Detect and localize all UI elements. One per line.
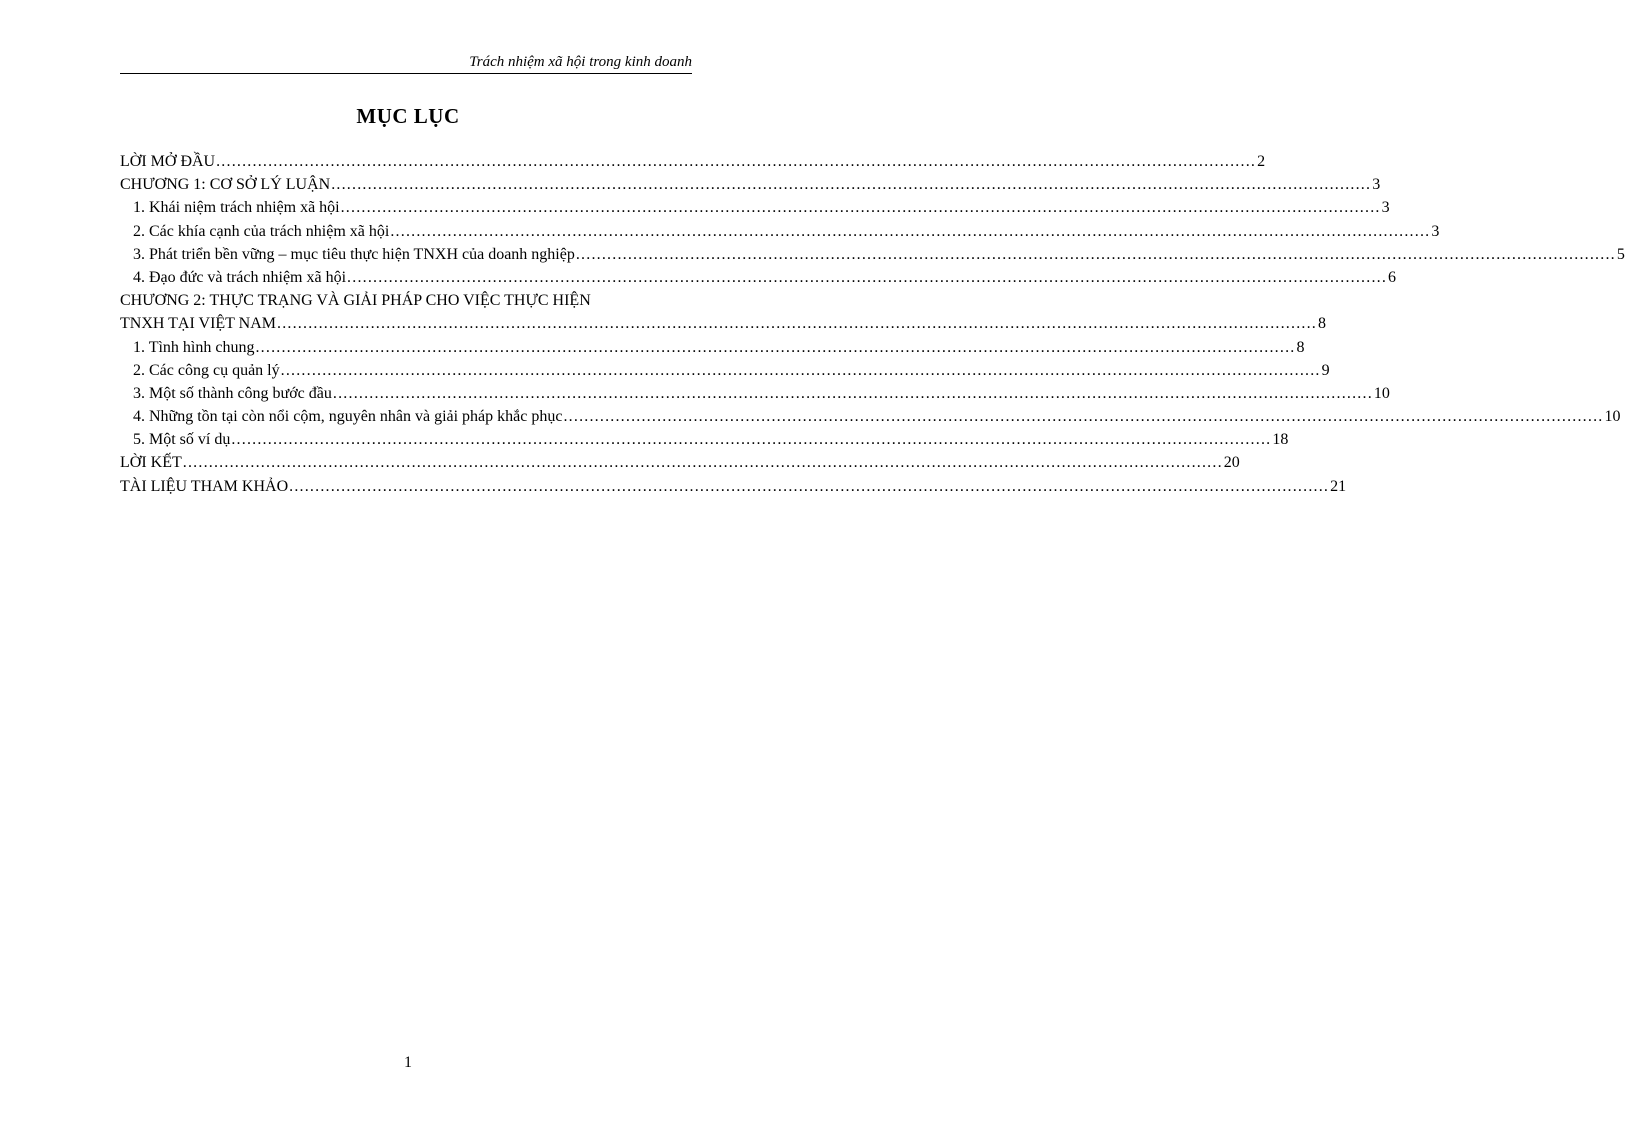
toc-entry-label: CHƯƠNG 2: THỰC TRẠNG VÀ GIẢI PHÁP CHO VIỆC THỰC HIỆN: [120, 292, 591, 310]
toc-entry-label: CHƯƠNG 1: CƠ SỞ LÝ LUẬN: [120, 176, 331, 194]
toc-leader: ........................................................................................................................................................................................................: [255, 338, 1296, 356]
toc-leader: ........................................................................................................................................................................................................: [216, 153, 1257, 170]
toc-entry-intro[interactable]: [120, 150, 1266, 173]
toc-entry-page: 10: [1604, 408, 1621, 426]
toc-entry-label: TÀI LIỆU THAM KHẢO: [120, 477, 289, 495]
toc-entry-2-1[interactable]: [120, 336, 1305, 359]
toc-entry-page: 3: [1431, 222, 1440, 240]
toc-leader: ........................................................................................................................................................................................................: [340, 199, 1381, 217]
toc-entry-label: LỜI KẾT: [120, 454, 182, 472]
toc-entry-label: 3. Phát triển bền vững – mục tiêu thực hiện TNXH của doanh nghiệp: [133, 245, 575, 263]
toc-entry-page: 3: [1381, 199, 1390, 217]
toc-entry-2-2[interactable]: [120, 359, 1330, 382]
toc-leader: ........................................................................................................................................................................................................: [182, 454, 1223, 472]
toc-leader: ........................................................................................................................................................................................................: [390, 222, 1431, 240]
toc-title: MỤC LỤC: [356, 104, 460, 128]
running-header-title: Trách nhiệm xã hội trong kinh doanh: [469, 54, 692, 70]
toc-entry-1-3[interactable]: [120, 243, 1625, 266]
toc-entry-label: 4. Những tồn tại còn nổi cộm, nguyên nhân và giải pháp khắc phục: [133, 408, 563, 426]
toc-leader: ........................................................................................................................................................................................................: [289, 477, 1330, 495]
toc-entry-label: 1. Tình hình chung: [133, 338, 255, 356]
toc-leader: ........................................................................................................................................................................................................: [231, 431, 1272, 449]
toc-entry-page: 3: [1372, 176, 1381, 194]
toc-entry-label: 3. Một số thành công bước đầu: [133, 384, 332, 402]
toc-entry-label-continued: TNXH TẠI VIỆT NAM: [120, 315, 276, 333]
toc-leader: ........................................................................................................................................................................................................: [332, 384, 1373, 402]
toc-entry-label: 1. Khái niệm trách nhiệm xã hội: [133, 199, 340, 217]
toc-leader: ........................................................................................................................................................................................................: [277, 315, 1317, 333]
toc-entry-page: 21: [1330, 477, 1347, 495]
toc-entry-conclusion[interactable]: [120, 451, 1240, 474]
toc-entry-page: 10: [1373, 384, 1390, 402]
toc-entry-label: 2. Các công cụ quản lý: [133, 361, 280, 379]
toc-entry-page: 8: [1318, 315, 1326, 333]
toc-entry-page: 18: [1272, 431, 1289, 449]
toc-entry-page: 2: [1257, 153, 1266, 170]
toc-entry-label: LỜI MỞ ĐẦU: [120, 153, 216, 170]
toc-entry-page: 5: [1616, 245, 1625, 263]
toc-entry-chapter-1[interactable]: [120, 173, 1381, 196]
toc-entry-2-3[interactable]: [120, 382, 1390, 405]
toc-entry-2-4[interactable]: [120, 405, 1621, 428]
toc-entry-references[interactable]: [120, 475, 1347, 498]
toc-entry-page: 6: [1388, 268, 1397, 286]
toc-entry-page: 8: [1296, 338, 1305, 356]
toc-entry-page: 20: [1223, 454, 1240, 472]
toc-entry-label: 4. Đạo đức và trách nhiệm xã hội: [133, 268, 347, 286]
toc-entry-chapter-2-line-1[interactable]: [120, 289, 706, 312]
toc-entry-page: 9: [1321, 361, 1330, 379]
toc-entry-label: 2. Các khía cạnh của trách nhiệm xã hội: [133, 222, 390, 240]
toc-leader: ........................................................................................................................................................................................................: [347, 268, 1388, 286]
toc-entry-chapter-2-line-2[interactable]: [120, 312, 1326, 335]
toc-entry-1-1[interactable]: [120, 196, 1390, 219]
toc-entry-2-5[interactable]: [120, 428, 1289, 451]
toc-leader: ........................................................................................................................................................................................................: [575, 245, 1616, 263]
toc-entry-1-2[interactable]: [120, 220, 1440, 243]
toc-leader: ........................................................................................................................................................................................................: [331, 176, 1372, 194]
toc-leader: ........................................................................................................................................................................................................: [563, 408, 1604, 426]
table-of-contents: [120, 150, 1625, 498]
toc-entry-label: 5. Một số ví dụ: [133, 431, 231, 449]
page-number: 1: [404, 1054, 412, 1071]
toc-leader: ........................................................................................................................................................................................................: [280, 361, 1321, 379]
running-header: [120, 54, 692, 74]
toc-entry-1-4[interactable]: [120, 266, 1397, 289]
